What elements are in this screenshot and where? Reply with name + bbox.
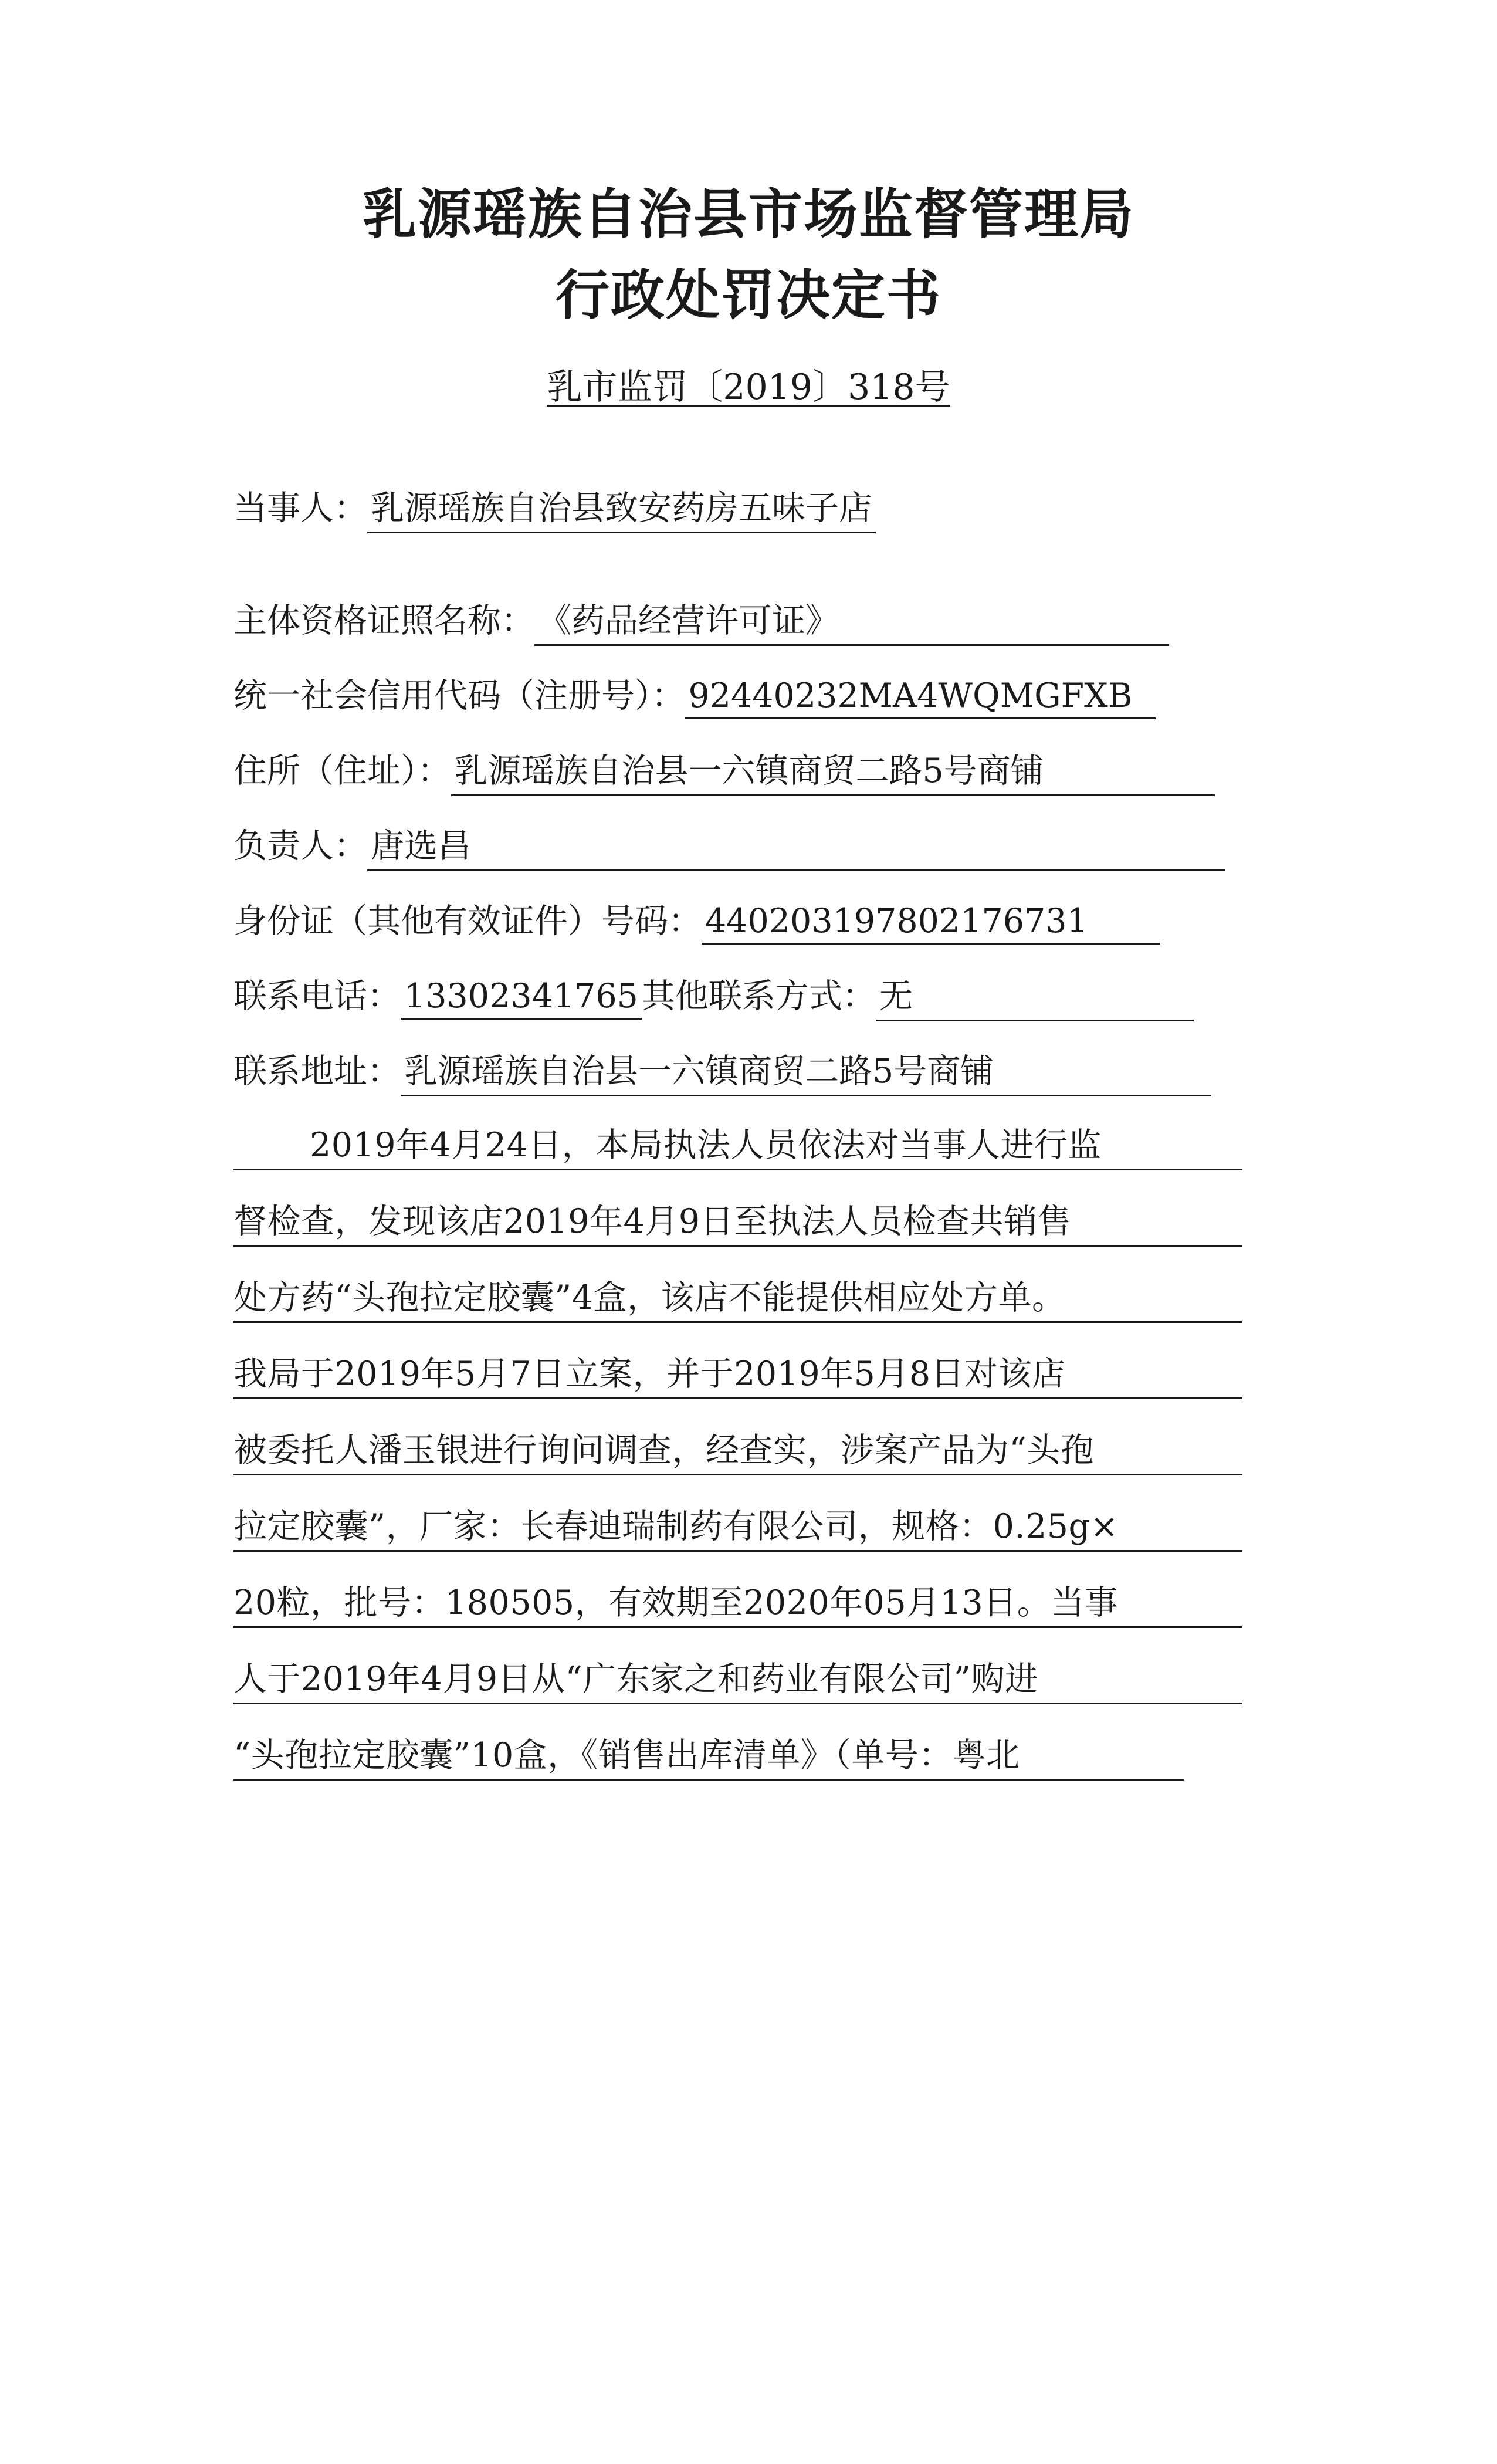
document-title-type: 行政处罚决定书 [555, 264, 941, 327]
body-line: 处方药“头孢拉定胶囊”4盒，该店不能提供相应处方单。 [233, 1271, 1242, 1323]
body-line: 人于2019年4月9日从“广东家之和药业有限公司”购进 [233, 1652, 1242, 1704]
field-phone-label: 联系电话： [233, 977, 401, 1016]
body-line: 我局于2019年5月7日立案，并于2019年5月8日对该店 [233, 1347, 1242, 1399]
field-id-value: 440203197802176731 [702, 902, 1160, 945]
field-other-contact-label: 其他联系方式： [641, 977, 876, 1016]
document-number [0, 359, 1497, 409]
field-party [233, 481, 1242, 535]
body-line: 督检查，发现该店2019年4月9日至执法人员检查共销售 [233, 1194, 1242, 1247]
field-id-label: 身份证（其他有效证件）号码： [233, 902, 702, 940]
body-line: 20粒，批号：180505，有效期至2020年05月13日。当事 [233, 1576, 1242, 1628]
field-license-value: 《药品经营许可证》 [534, 594, 1169, 646]
field-phone [233, 969, 1242, 1023]
field-contact-address-value: 乳源瑶族自治县一六镇商贸二路5号商铺 [401, 1044, 1211, 1096]
field-person-value: 唐选昌 [367, 819, 1225, 871]
field-license [233, 594, 1242, 648]
field-credit-code-label: 统一社会信用代码（注册号）： [233, 676, 685, 715]
field-contact-address-label: 联系地址： [233, 1052, 401, 1091]
field-party-value: 乳源瑶族自治县致安药房五味子店 [367, 481, 876, 533]
field-person-in-charge [233, 819, 1242, 873]
field-id-number [233, 894, 1242, 948]
field-person-label: 负责人： [233, 827, 367, 865]
field-address [233, 744, 1242, 798]
body-line: 被委托人潘玉银进行询问调查，经查实，涉案产品为“头孢 [233, 1423, 1242, 1475]
field-contact-address [233, 1044, 1242, 1098]
field-license-label: 主体资格证照名称： [233, 601, 534, 640]
document-number-text: 乳市监罚〔2019〕318号 [547, 367, 950, 408]
body-line: 拉定胶囊”，厂家：长春迪瑞制药有限公司，规格：0.25g× [233, 1500, 1242, 1552]
field-party-label: 当事人： [233, 489, 367, 527]
body-line: “头孢拉定胶囊”10盒，《销售出库清单》（单号：粤北 [233, 1728, 1184, 1781]
field-address-label: 住所（住址）： [233, 752, 451, 790]
body-line: 2019年4月24日，本局执法人员依法对当事人进行监 [233, 1118, 1242, 1170]
field-credit-code [233, 669, 1242, 723]
field-address-value: 乳源瑶族自治县一六镇商贸二路5号商铺 [451, 744, 1215, 796]
document-title-agency: 乳源瑶族自治县市场监督管理局 [362, 183, 1134, 246]
field-credit-code-value: 92440232MA4WQMGFXB [685, 676, 1156, 719]
field-other-contact-value: 无 [876, 969, 1194, 1021]
field-phone-value: 13302341765 [401, 977, 642, 1020]
